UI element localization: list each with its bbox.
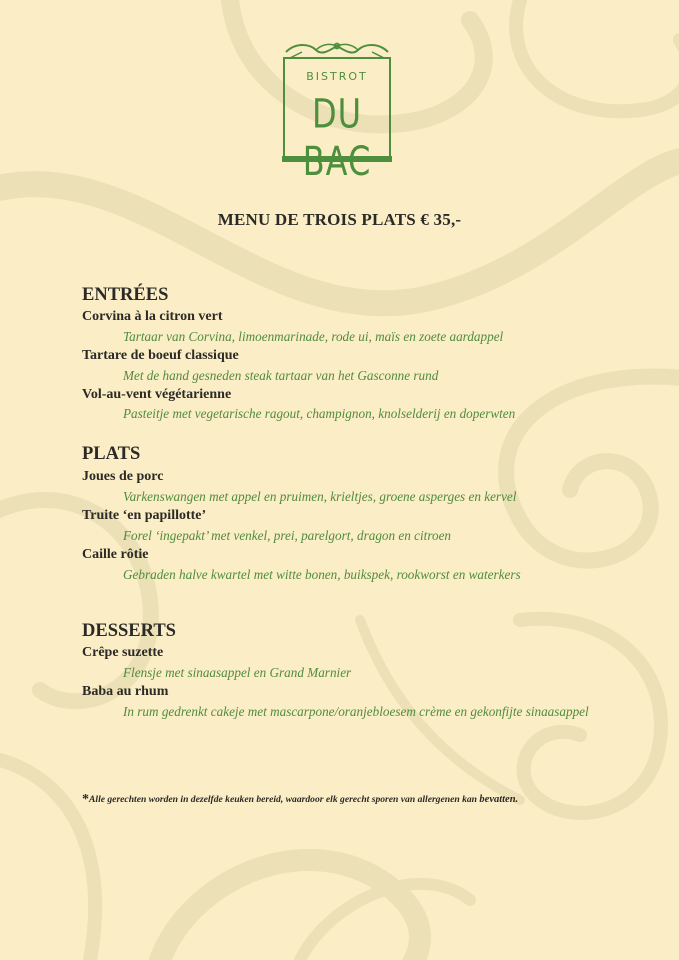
dish-name: Joues de porc <box>82 469 164 484</box>
dish-name: Baba au rhum <box>82 684 169 699</box>
dish-description: Flensje met sinaasappel en Grand Marnier <box>123 665 352 680</box>
dish-name: Vol-au-vent végétarienne <box>82 387 232 402</box>
footnote-text: Alle gerechten worden in dezelfde keuken bereid, waardoor elk gerecht sporen van allergenen kan <box>89 794 480 805</box>
dish-description: Varkenswangen met appel en pruimen, krieltjes, groene asperges en kervel <box>123 489 517 504</box>
logo-line-bistrot: BISTROT <box>306 70 368 83</box>
dish-name: Crêpe suzette <box>82 645 164 660</box>
menu-title: MENU DE TROIS PLATS € 35,- <box>217 210 462 229</box>
footnote-last-word: bevatten. <box>479 794 519 805</box>
dish-description: In rum gedrenkt cakeje met mascarpone/oranjebloesem crème en gekonfijte sinaasappel <box>123 704 589 719</box>
bistrot-du-bac-logo <box>276 40 398 185</box>
dish-name: Corvina à la citron vert <box>82 309 223 324</box>
dish-name: Tartare de boeuf classique <box>82 348 239 363</box>
footnote-asterisk: * <box>82 792 89 807</box>
section-title-entrees: ENTRÉES <box>82 285 169 305</box>
dish-name: Truite ‘en papillotte’ <box>82 508 207 523</box>
dish-name: Caille rôtie <box>82 547 149 562</box>
section-title-plats: PLATS <box>82 444 141 464</box>
dish-description: Pasteitje met vegetarische ragout, champignon, knolselderij en doperwten <box>123 406 516 421</box>
logo-line-du-bac: DU BAC <box>302 90 372 185</box>
dish-description: Tartaar van Corvina, limoenmarinade, rode ui, maïs en zoete aardappel <box>123 329 504 344</box>
allergen-footnote <box>82 792 518 808</box>
section-title-desserts: DESSERTS <box>82 621 176 641</box>
dish-description: Gebraden halve kwartel met witte bonen, buikspek, rookworst en waterkers <box>123 567 521 582</box>
dish-description: Met de hand gesneden steak tartaar van het Gasconne rund <box>123 368 439 383</box>
dish-description: Forel ‘ingepakt’ met venkel, prei, parelgort, dragon en citroen <box>123 528 452 543</box>
